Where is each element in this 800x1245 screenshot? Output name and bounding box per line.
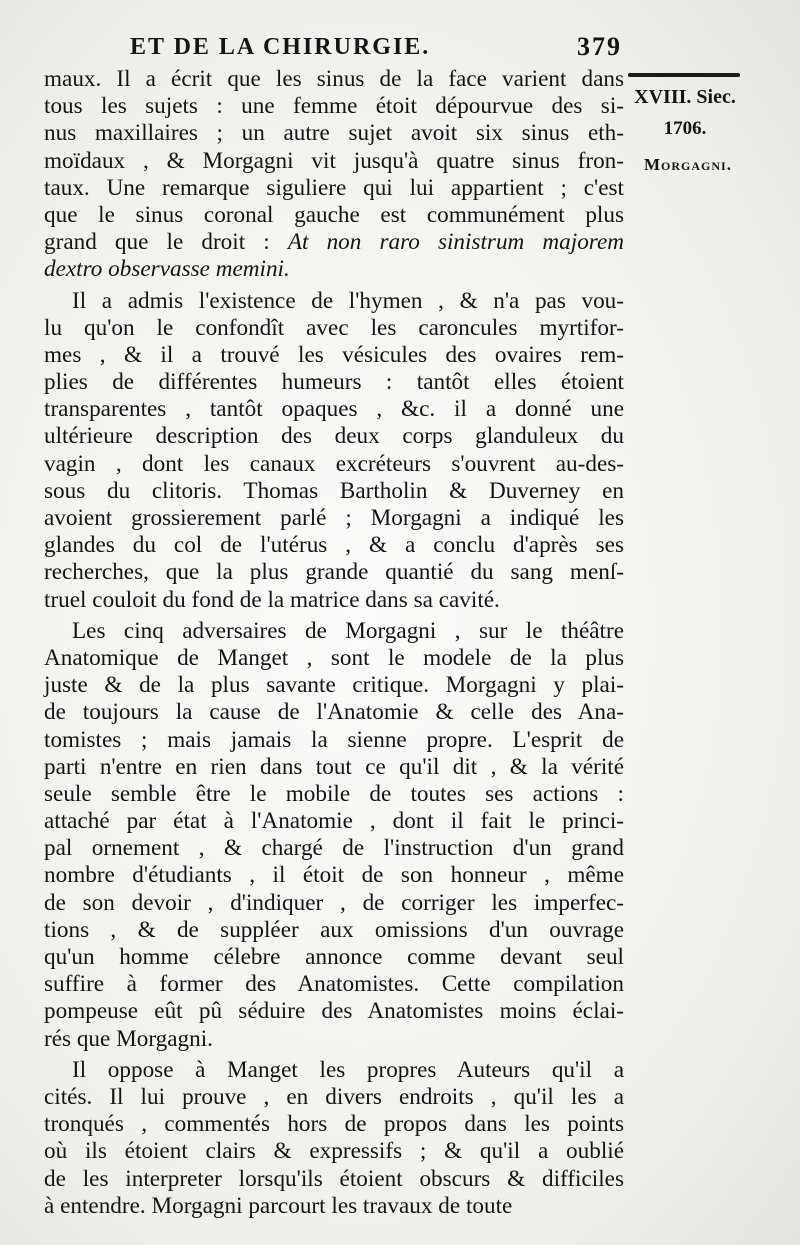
margin-name: Morgagni. xyxy=(644,155,732,174)
text-line: de son devoir , d'indiquer , de corriger les imperfec- xyxy=(44,889,624,916)
text-line: tions , & de suppléer aux omissions d'un ouvrage xyxy=(44,916,624,943)
text-line: lu qu'on le confondît avec les caroncules myrtifor- xyxy=(44,314,624,341)
latin-quote: dextro observasse memini. xyxy=(44,256,290,283)
text-line: truel couloit du fond de la matrice dans sa cavité. xyxy=(44,586,500,613)
text-line: taux. Une remarque siguliere qui lui appartient ; c'est xyxy=(44,174,624,201)
text-line: où ils étoient clairs & expressifs ; & qu'il a oublié xyxy=(44,1138,624,1165)
text-line: glandes du col de l'utérus , & a conclu d'après ses xyxy=(44,532,624,559)
text-line: grand que le droit : At non raro sinistrum majorem xyxy=(44,229,624,256)
text-line: rés que Morgagni. xyxy=(44,1025,213,1052)
text-line: plies de différentes humeurs : tantôt elles étoient xyxy=(44,369,624,396)
text-line: juste & de la plus savante critique. Morgagni y plai- xyxy=(44,672,624,699)
text-line: vagin , dont les canaux excréteurs s'ouvrent au-des- xyxy=(44,450,624,477)
page-header xyxy=(60,28,630,68)
running-title: ET DE LA CHIRURGIE. xyxy=(130,34,431,60)
body-text xyxy=(44,66,624,1220)
latin-quote: At non raro sinistrum majorem xyxy=(287,229,624,256)
text-line: attaché par état à l'Anatomie , dont il fait le princi- xyxy=(44,808,624,835)
page-number: 379 xyxy=(577,32,622,61)
margin-century: XVIII. Siec. xyxy=(634,86,736,108)
text-line: que le sinus coronal gauche est communément plus xyxy=(44,201,624,228)
text-line: de toujours la cause de l'Anatomie & celle des Ana- xyxy=(44,699,624,726)
text-line: Il oppose à Manget les propres Auteurs qu'il a xyxy=(72,1056,624,1083)
text-line: qu'un homme célebre annonce comme devant seul xyxy=(44,944,624,970)
text-line: seule semble être le mobile de toutes ses actions : xyxy=(44,780,624,807)
text-line: transparentes , tantôt opaques , &c. il a donné une xyxy=(44,396,624,423)
text-line: moïdaux , & Morgagni vit jusqu'à quatre sinus fron- xyxy=(44,147,624,174)
text-line: tomistes ; mais jamais la sienne propre. L'esprit de xyxy=(44,726,624,753)
text-line: Les cinq adversaires de Morgagni , sur le théâtre xyxy=(72,617,624,644)
text-line: Il a admis l'existence de l'hymen , & n'a pas vou- xyxy=(72,287,624,314)
text-line: tous les sujets : une femme étoit dépourvue des si- xyxy=(44,93,624,120)
text-line: sous du clitoris. Thomas Bartholin & Duverney en xyxy=(44,477,624,504)
text-line xyxy=(44,256,624,283)
text-line: à entendre. Morgagni parcourt les travaux de toute xyxy=(44,1192,513,1219)
margin-year: 1706. xyxy=(663,118,707,139)
text-line: pompeuse eût pû séduire des Anatomistes moins éclai- xyxy=(44,998,624,1025)
text-line: Anatomique de Manget , sont le modele de la plus xyxy=(44,644,624,671)
text-line: parti n'entre en rien dans tout ce qu'il dit , & la vérité xyxy=(44,753,624,780)
text-line: pal ornement , & chargé de l'instruction d'un grand xyxy=(44,835,624,862)
text-line: suffire à former des Anatomistes. Cette compilation xyxy=(44,971,624,998)
text-line: recherches, que la plus grande quantié du sang menſ- xyxy=(44,559,624,586)
text-line: nombre d'étudiants , il étoit de son honneur , même xyxy=(44,862,624,889)
text-line: mes , & il a trouvé les vésicules des ovaires rem- xyxy=(44,341,624,368)
text-line: nus maxillaires ; un autre sujet avoit six sinus eth- xyxy=(44,120,624,147)
margin-rule xyxy=(628,73,740,77)
text-line: avoient grossierement parlé ; Morgagni a indiqué les xyxy=(44,505,624,531)
text-line: ultérieure description des deux corps glanduleux du xyxy=(44,423,624,450)
text-line: cités. Il lui prouve , en divers endroits , qu'il les a xyxy=(44,1083,624,1110)
text-line: tronqués , commentés hors de propos dans les points xyxy=(44,1111,624,1138)
text-line: de les interpreter lorsqu'ils étoient obscurs & difficiles xyxy=(44,1165,624,1192)
text-line: maux. Il a écrit que les sinus de la face varient dans xyxy=(44,66,624,92)
